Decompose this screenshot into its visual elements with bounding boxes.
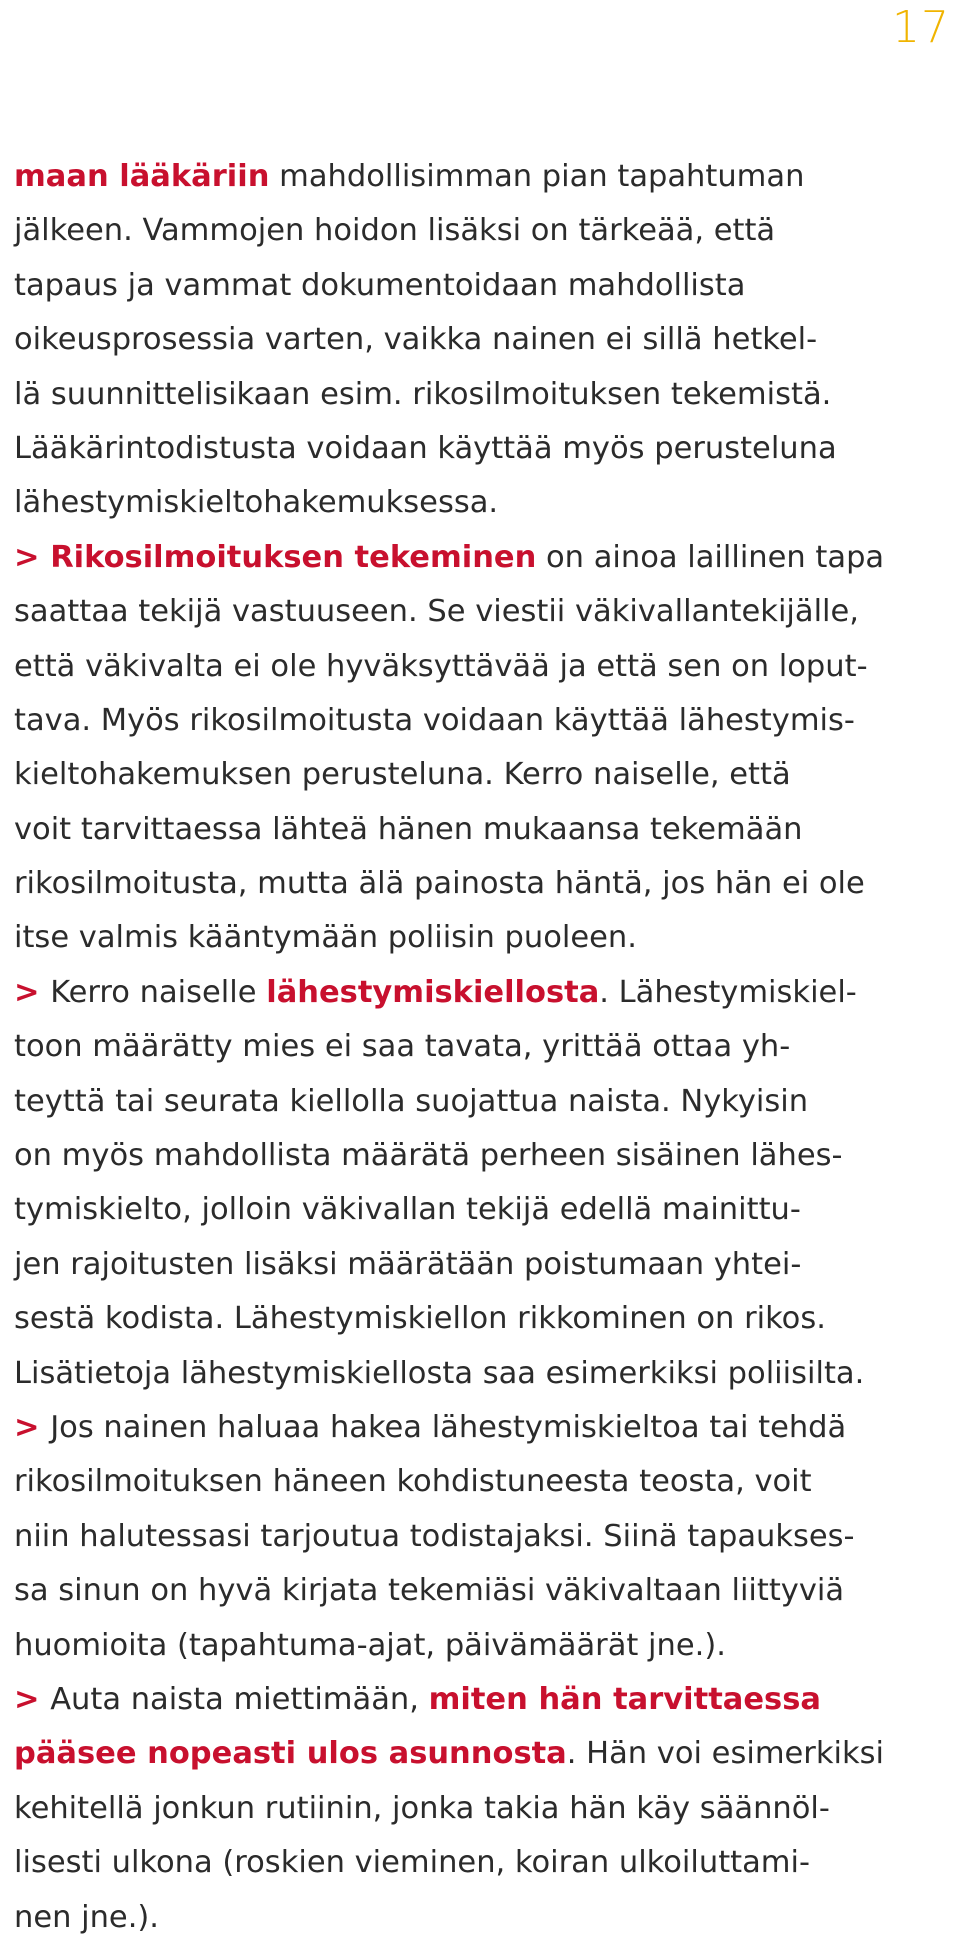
highlighted-term: maan lääkäriin — [14, 159, 270, 194]
text-segment: Lääkärintodistusta voidaan käyttää myös perusteluna — [14, 430, 837, 466]
text-segment: jälkeen. Vammojen hoidon lisäksi on tärkeää, että — [14, 213, 776, 249]
text-line — [14, 1292, 954, 1346]
text-line — [14, 1075, 954, 1129]
bullet-arrow-icon: > — [14, 974, 51, 1010]
text-segment: Kerro naiselle — [50, 974, 267, 1010]
text-segment: niin halutessasi tarjoutua todistajaksi. Siinä tapaukses- — [14, 1518, 855, 1554]
text-line — [14, 694, 954, 748]
text-line — [14, 150, 954, 204]
body-text — [14, 150, 954, 1945]
text-line — [14, 422, 954, 476]
text-segment: sa sinun on hyvä kirjata tekemiäsi väkivaltaan liittyviä — [14, 1573, 845, 1609]
text-segment: sestä kodista. Lähestymiskiellon rikkominen on rikos. — [14, 1301, 826, 1337]
text-segment: että väkivalta ei ole hyväksyttävää ja että sen on loput- — [14, 648, 868, 684]
text-segment: on myös mahdollista määrätä perheen sisäinen lähes- — [14, 1138, 843, 1174]
text-line — [14, 803, 954, 857]
text-line — [14, 1401, 954, 1455]
text-segment: oikeusprosessia varten, vaikka nainen ei sillä hetkel- — [14, 322, 818, 358]
text-segment: Auta naista miettimään, — [50, 1681, 429, 1717]
text-line — [14, 1455, 954, 1509]
highlighted-term: lähestymiskiellosta — [266, 974, 600, 1010]
text-segment: lähestymiskieltohakemuksessa. — [14, 485, 499, 521]
text-line — [14, 1183, 954, 1237]
text-line — [14, 1836, 954, 1890]
text-segment: jen rajoitusten lisäksi määrätään poistumaan yhtei- — [14, 1246, 802, 1282]
page-number: 17 — [892, 2, 950, 53]
text-segment: teyttä tai seurata kiellolla suojattua naista. Nykyisin — [14, 1083, 809, 1119]
text-segment: . Lähestymiskiel- — [599, 974, 857, 1010]
text-line — [14, 1619, 954, 1673]
text-line — [14, 585, 954, 639]
text-line — [14, 1673, 954, 1727]
text-segment: huomioita (tapahtuma-ajat, päivämäärät jne.). — [14, 1627, 726, 1663]
text-segment: tapaus ja vammat dokumentoidaan mahdollista — [14, 267, 746, 303]
text-segment: . Hän voi esimerkiksi — [566, 1736, 884, 1772]
text-line — [14, 1727, 954, 1781]
text-line — [14, 204, 954, 258]
text-segment: rikosilmoitusta, mutta älä painosta häntä, jos hän ei ole — [14, 866, 865, 902]
text-line — [14, 966, 954, 1020]
text-segment: toon määrätty mies ei saa tavata, yrittää ottaa yh- — [14, 1029, 791, 1065]
text-line — [14, 1347, 954, 1401]
text-line — [14, 1891, 954, 1945]
text-segment: mahdollisimman pian tapahtuman — [269, 159, 805, 194]
text-segment: voit tarvittaessa lähteä hänen mukaansa tekemään — [14, 811, 803, 847]
text-line — [14, 313, 954, 367]
text-segment: Jos nainen haluaa hakea lähestymiskieltoa tai tehdä — [50, 1409, 847, 1445]
text-line — [14, 748, 954, 802]
text-line — [14, 1510, 954, 1564]
text-segment: lä suunnittelisikaan esim. rikosilmoituksen tekemistä. — [14, 376, 832, 412]
text-line — [14, 640, 954, 694]
bullet-arrow-icon: > — [14, 1681, 51, 1717]
text-segment: Lisätietoja lähestymiskiellosta saa esimerkiksi poliisilta. — [14, 1355, 865, 1391]
text-line — [14, 368, 954, 422]
text-line — [14, 1564, 954, 1618]
text-line — [14, 531, 954, 585]
text-line — [14, 1782, 954, 1836]
text-segment: nen jne.). — [14, 1899, 159, 1935]
highlighted-term: Rikosilmoituksen tekeminen — [50, 539, 537, 575]
text-line — [14, 1238, 954, 1292]
highlighted-term: pääsee nopeasti ulos asunnosta — [14, 1736, 567, 1772]
text-segment: itse valmis kääntymään poliisin puoleen. — [14, 920, 637, 956]
text-line — [14, 476, 954, 530]
highlighted-term: miten hän tarvittaessa — [428, 1681, 821, 1717]
text-line — [14, 911, 954, 965]
text-line — [14, 1020, 954, 1074]
text-segment: on ainoa laillinen tapa — [536, 539, 885, 575]
bullet-arrow-icon: > — [14, 539, 51, 575]
text-segment: tava. Myös rikosilmoitusta voidaan käyttää lähestymis- — [14, 702, 855, 738]
text-segment: kehitellä jonkun rutiinin, jonka takia hän käy säännöl- — [14, 1790, 830, 1826]
text-line — [14, 857, 954, 911]
text-line — [14, 1129, 954, 1183]
text-segment: saattaa tekijä vastuuseen. Se viestii väkivallantekijälle, — [14, 594, 859, 630]
bullet-arrow-icon: > — [14, 1409, 51, 1445]
text-segment: rikosilmoituksen häneen kohdistuneesta teosta, voit — [14, 1464, 812, 1500]
text-segment: kieltohakemuksen perusteluna. Kerro naiselle, että — [14, 757, 791, 793]
text-line — [14, 259, 954, 313]
text-segment: tymiskielto, jolloin väkivallan tekijä edellä mainittu- — [14, 1192, 801, 1228]
text-segment: lisesti ulkona (roskien vieminen, koiran ulkoiluttami- — [14, 1845, 810, 1881]
